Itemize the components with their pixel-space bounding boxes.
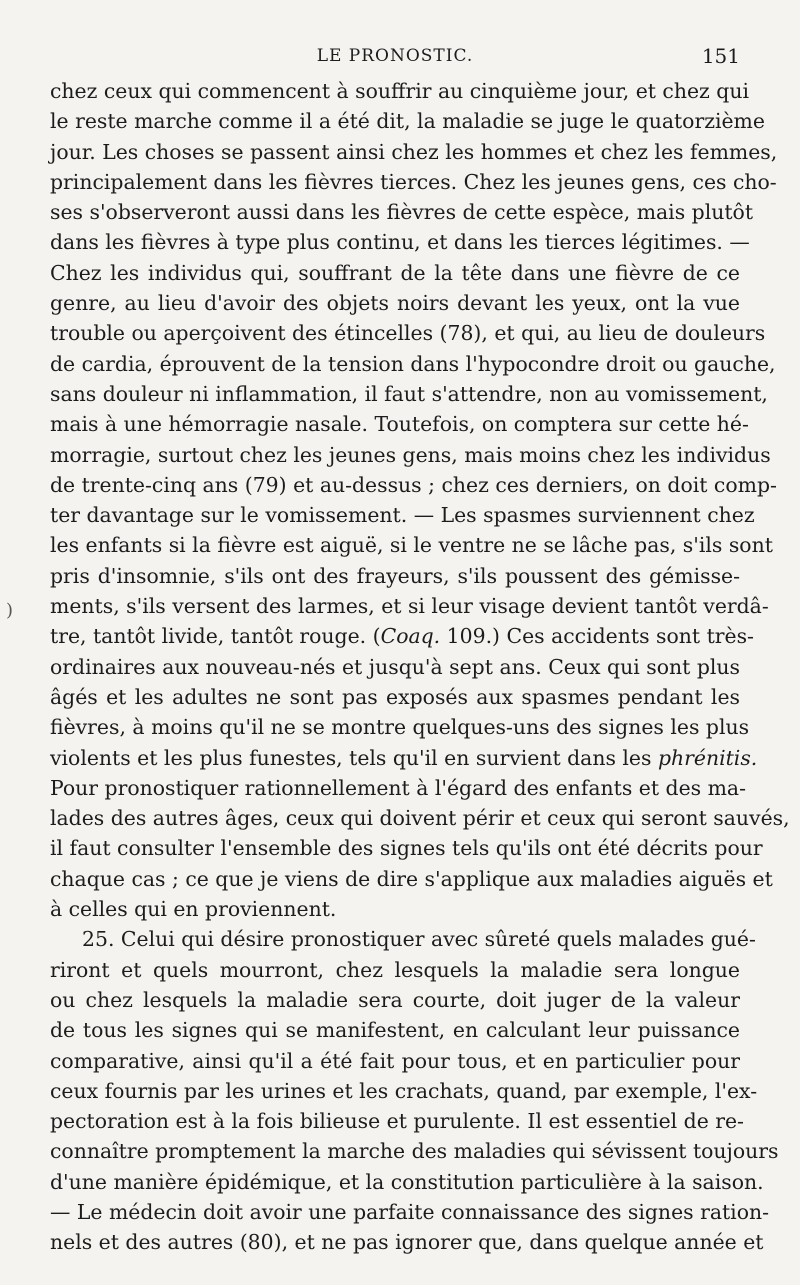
text-line: il faut consulter l'ensemble des signes tels qu'ils ont été décrits pour [50,836,763,861]
running-title: LE PRONOSTIC. [316,46,474,66]
text-line: nels et des autres (80), et ne pas ignorer que, dans quelque année et [50,1230,764,1255]
text-line: ses s'observeront aussi dans les fièvres de cette espèce, mais plutôt [50,200,754,225]
text-line: — Le médecin doit avoir une parfaite connaissance des signes ration- [50,1199,769,1224]
text-line: Pour pronostiquer rationnellement à l'égard des enfants et des ma- [50,775,746,800]
text-line: chaque cas ; ce que je viens de dire s'applique aux maladies aiguës et [50,866,773,891]
text-line: à celles qui en proviennent. [50,897,337,922]
paragraph-start: 25. Celui qui désire pronostiquer avec sûreté quels malades gué- [82,927,756,952]
text-line: ou chez lesquels la maladie sera courte, doit juger de la valeur [50,987,740,1012]
text-line: pectoration est à la fois bilieuse et purulente. Il est essentiel de re- [50,1109,744,1134]
text-line: genre, au lieu d'avoir des objets noirs devant les yeux, ont la vue [50,291,740,316]
text-line: ter davantage sur le vomissement. — Les spasmes surviennent chez [50,503,755,528]
text-line: ments, s'ils versent des larmes, et si leur visage devient tantôt verdâ- [50,594,769,619]
text-line: principalement dans les fièvres tierces. Chez les jeunes gens, ces cho- [50,169,777,194]
text-line: le reste marche comme il a été dit, la maladie se juge le quatorzième [50,109,765,134]
line-text: 109.) Ces accidents sont très- [440,624,754,649]
text-line: comparative, ainsi qu'il a été fait pour tous, et en particulier pour [50,1048,740,1073]
text-line: fièvres, à moins qu'il ne se montre quelques-uns des signes les plus [50,715,750,740]
term-italic: phrénitis. [657,745,758,770]
text-line: d'une manière épidémique, et la constitution particulière à la saison. [50,1169,764,1194]
line-text: tre, tantôt livide, tantôt rouge. ( [50,624,381,649]
text-line: âgés et les adultes ne sont pas exposés aux spasmes pendant les [50,684,740,709]
text-line: de cardia, éprouvent de la tension dans l'hypocondre droit ou gauche, [50,351,776,376]
text-line-with-term [50,743,758,773]
text-line: pris d'insomnie, s'ils ont des frayeurs, s'ils poussent des gémisse- [50,563,740,588]
citation-italic: Coaq. [380,624,441,649]
text-line: lades des autres âges, ceux qui doivent périr et ceux qui seront sauvés, [50,806,790,831]
text-line: mais à une hémorragie nasale. Toutefois, on comptera sur cette hé- [50,412,749,437]
text-line: ceux fournis par les urines et les crachats, quand, par exemple, l'ex- [50,1078,758,1103]
text-line: Chez les individus qui, souffrant de la tête dans une fièvre de ce [50,260,740,285]
text-line: trouble ou aperçoivent des étincelles (78), et qui, au lieu de douleurs [50,321,766,346]
text-line: riront et quels mourront, chez lesquels la maladie sera longue [50,957,740,982]
line-text: violents et les plus funestes, tels qu'il en survient dans les [50,745,658,770]
page-header [50,40,740,70]
text-line: chez ceux qui commencent à souffrir au cinquième jour, et chez qui [50,79,749,103]
page-number: 151 [701,44,740,68]
text-line: ordinaires aux nouveau-nés et jusqu'à sept ans. Ceux qui sont plus [50,654,740,679]
body-text [50,76,790,1258]
text-line: connaître promptement la marche des maladies qui sévissent toujours [50,1139,779,1164]
text-line: morragie, surtout chez les jeunes gens, mais moins chez les individus [50,442,771,467]
text-line: de trente-cinq ans (79) et au-dessus ; chez ces derniers, on doit comp- [50,472,777,497]
text-line: dans les fièvres à type plus continu, et dans les tierces légitimes. — [50,230,750,255]
margin-mark: ) [6,600,14,621]
text-line: les enfants si la fièvre est aiguë, si le ventre ne se lâche pas, s'ils sont [50,533,773,558]
text-line: de tous les signes qui se manifestent, en calculant leur puissance [50,1018,740,1043]
text-line-with-citation [50,621,754,651]
text-line: sans douleur ni inflammation, il faut s'attendre, non au vomissement, [50,381,768,406]
text-line: jour. Les choses se passent ainsi chez les hommes et chez les femmes, [50,139,778,164]
